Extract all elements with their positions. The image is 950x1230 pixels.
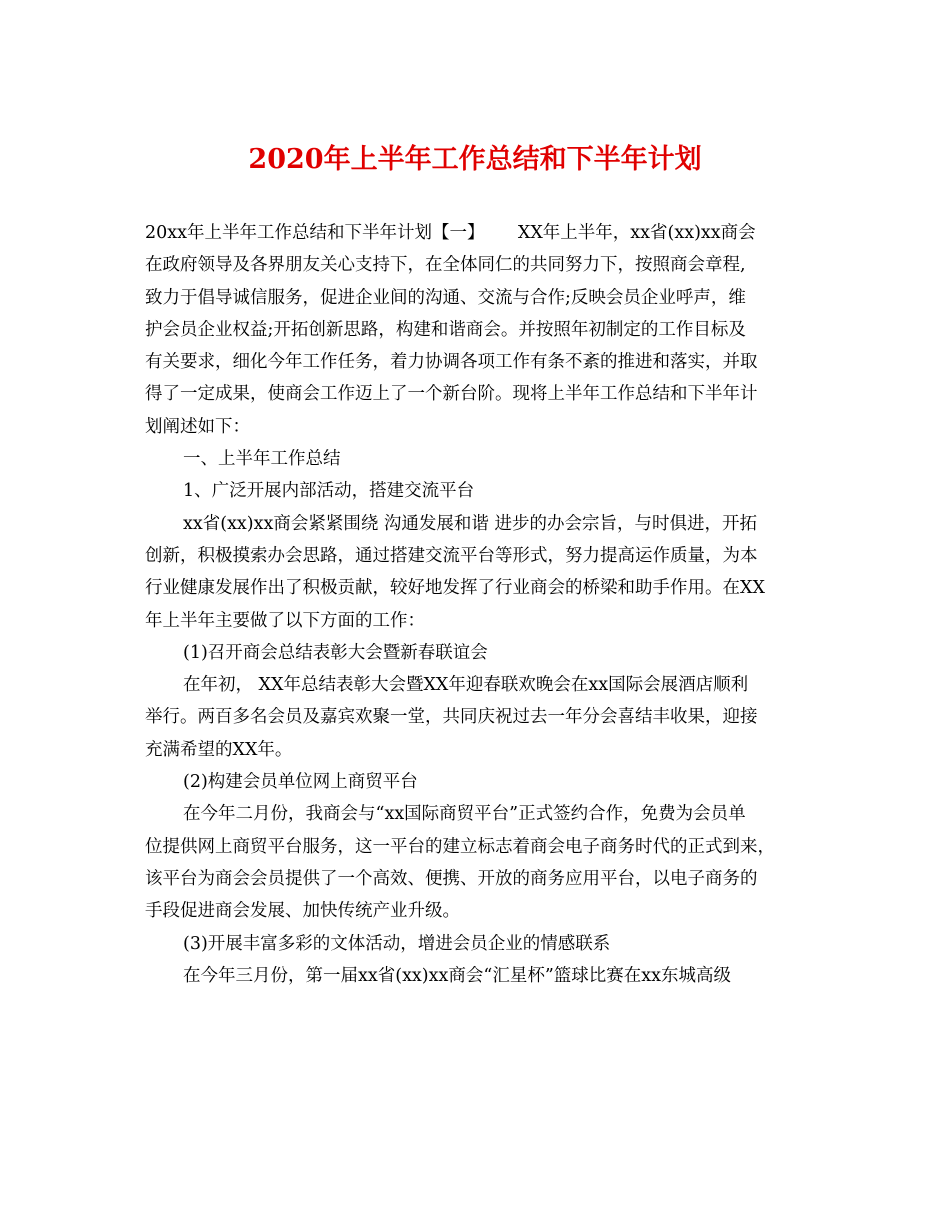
body-line: 在年初， XX年总结表彰大会暨XX年迎春联欢晚会在xx国际会展酒店顺利 xyxy=(183,675,749,696)
body-line: 在政府领导及各界朋友关心支持下，在全体同仁的共同努力下，按照商会章程, xyxy=(145,255,746,276)
body-line: (3)开展丰富多彩的文体活动，增进会员企业的情感联系 xyxy=(183,933,611,954)
body-line: 充满希望的XX年。 xyxy=(145,739,293,760)
body-line: 创新，积极摸索办会思路，通过搭建交流平台等形式，努力提高运作质量，为本 xyxy=(145,545,758,566)
body-line: 年上半年主要做了以下方面的工作： xyxy=(145,610,425,631)
body-line: xx省(xx)xx商会紧紧围绕 沟通发展和谐 进步的办会宗旨，与时俱进，开拓 xyxy=(183,513,757,534)
body-line: 位提供网上商贸平台服务，这一平台的建立标志着商会电子商务时代的正式到来， xyxy=(145,836,775,857)
body-line: (1)召开商会总结表彰大会暨新春联谊会 xyxy=(183,642,488,663)
document-title: 2020年上半年工作总结和下半年计划 xyxy=(248,144,702,175)
body-line: 手段促进商会发展、加快传统产业升级。 xyxy=(145,901,460,922)
body-line: 20xx年上半年工作总结和下半年计划【一】 XX年上半年，xx省(xx)xx商会 xyxy=(145,223,756,243)
body-line: 行业健康发展作出了积极贡献，较好地发挥了行业商会的桥梁和助手作用。在XX xyxy=(145,578,765,599)
body-line: 在今年二月份，我商会与“xx国际商贸平台”正式签约合作，免费为会员单 xyxy=(183,804,746,825)
body-line: 1、广泛开展内部活动，搭建交流平台 xyxy=(183,481,475,502)
body-line: (2)构建会员单位网上商贸平台 xyxy=(183,772,418,793)
body-line: 一、上半年工作总结 xyxy=(183,449,341,470)
body-line: 该平台为商会会员提供了一个高效、便携、开放的商务应用平台，以电子商务的 xyxy=(145,868,758,889)
body-line: 有关要求，细化今年工作任务，着力协调各项工作有条不紊的推进和落实，并取 xyxy=(145,352,758,373)
document-body xyxy=(145,217,810,992)
body-line: 划阐述如下： xyxy=(145,416,250,437)
body-line: 举行。两百多名会员及嘉宾欢聚一堂，共同庆祝过去一年分会喜结丰收果，迎接 xyxy=(145,707,758,728)
body-line: 致力于倡导诚信服务，促进企业间的沟通、交流与合作;反映会员企业呼声，维 xyxy=(145,287,746,308)
body-line: 护会员企业权益;开拓创新思路，构建和谐商会。并按照年初制定的工作目标及 xyxy=(145,319,746,340)
body-line: 得了一定成果，使商会工作迈上了一个新台阶。现将上半年工作总结和下半年计 xyxy=(145,384,758,405)
body-line: 在今年三月份，第一届xx省(xx)xx商会“汇星杯”篮球比赛在xx东城高级 xyxy=(183,965,732,986)
